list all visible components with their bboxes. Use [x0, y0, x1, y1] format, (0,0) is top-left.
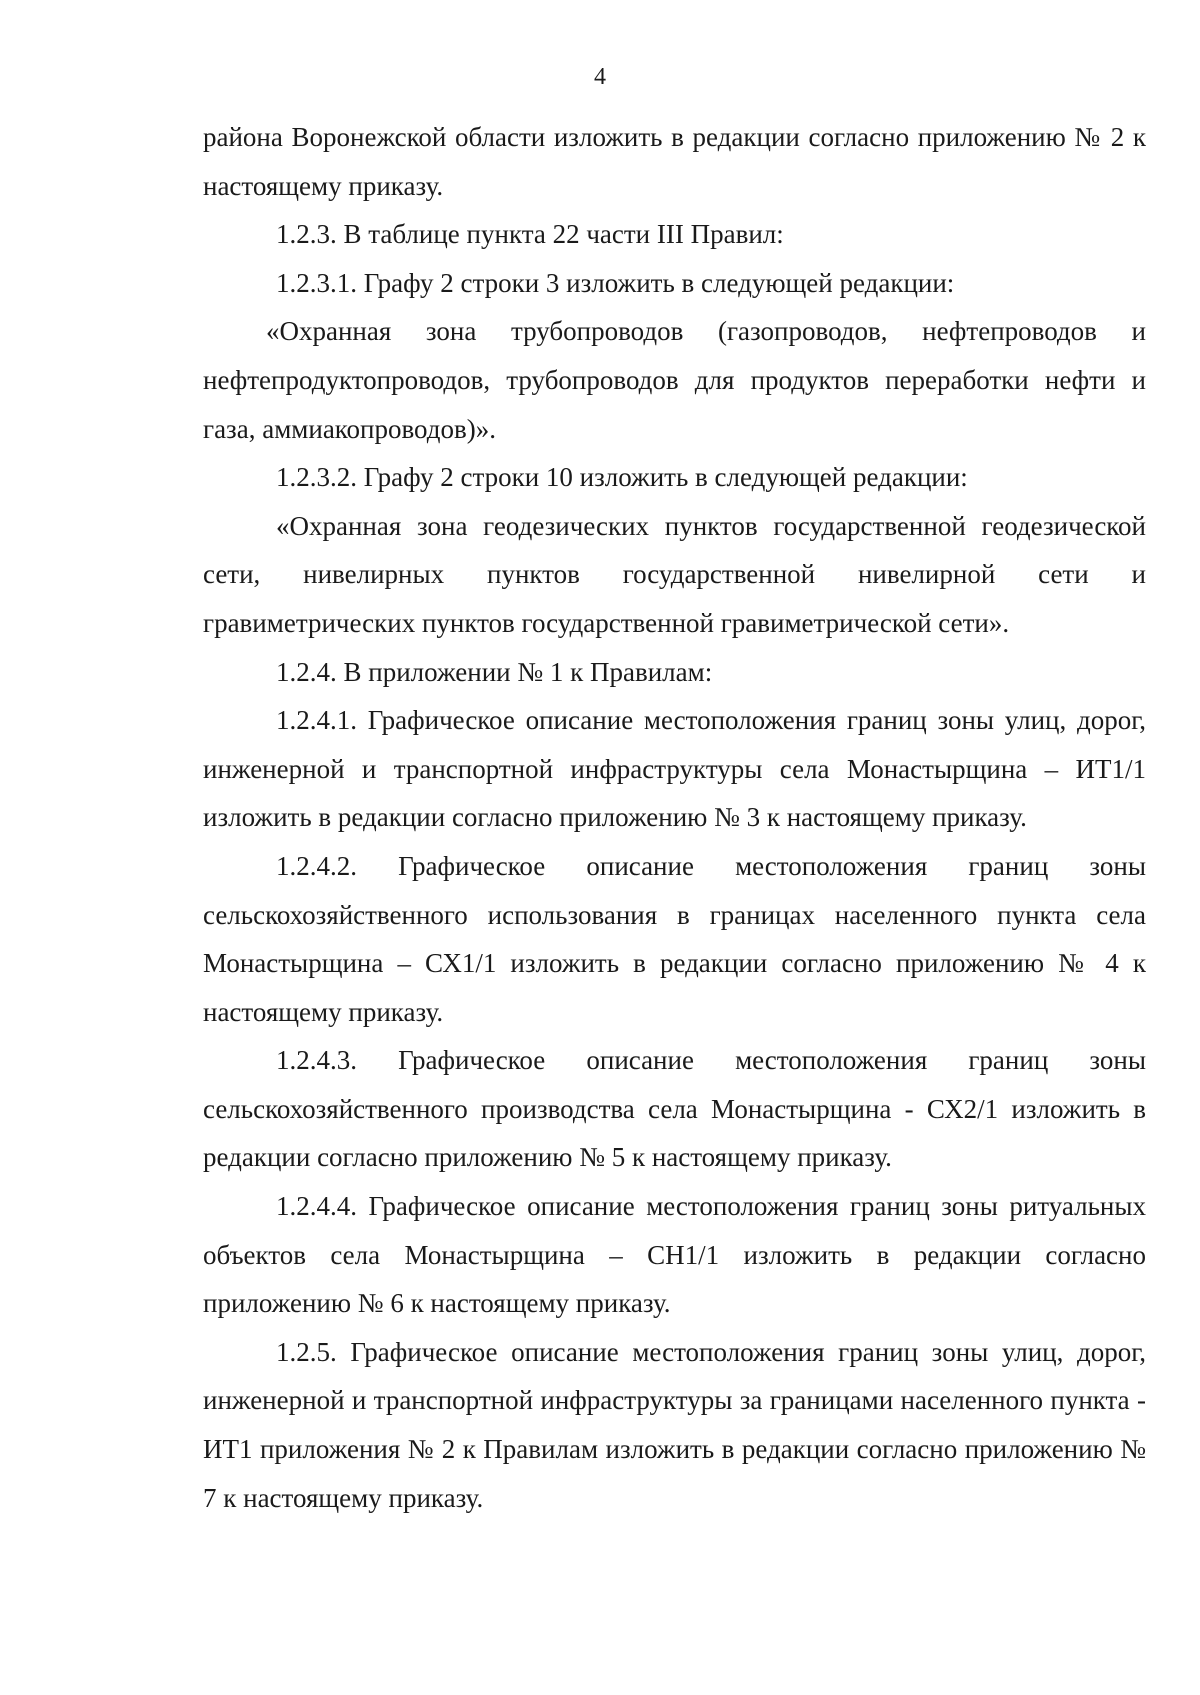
paragraph-1-2-4-4: 1.2.4.4. Графическое описание местоположения границ зоны ритуальных объектов села Монастырщина – СН1/1 изложить в редакции согласно приложению № 6 к настоящему приказу. — [203, 1191, 1146, 1319]
quote-pipeline-zone: «Охранная зона трубопроводов (газопроводов, нефтепроводов и нефтепродуктопроводов, трубопроводов для продуктов переработки нефти и газа, аммиакопроводов)». — [203, 316, 1146, 444]
paragraph-1-2-4-2: 1.2.4.2. Графическое описание местоположения границ зоны сельскохозяйственного использования в границах населенного пункта села Монастырщина – СХ1/1 изложить в редакции согласно приложению № 4 к настоящему приказу. — [203, 850, 1146, 1027]
paragraph-1-2-4-3: 1.2.4.3. Графическое описание местоположения границ зоны сельскохозяйственного производства села Монастырщина - СХ2/1 изложить в редакции согласно приложению № 5 к настоящему приказу. — [203, 1045, 1146, 1173]
quote-geodetic-zone: «Охранная зона геодезических пунктов государственной геодезической сети, нивелирных пунктов государственной нивелирной сети и гравиметрических пунктов государственной гравиметрической сети». — [203, 510, 1146, 638]
paragraph-1-2-3: 1.2.3. В таблице пункта 22 части III Правил: — [276, 219, 784, 250]
paragraph-1-2-3-2: 1.2.3.2. Графу 2 строки 10 изложить в следующей редакции: — [276, 462, 968, 493]
page-number: 4 — [594, 64, 606, 90]
paragraph-1-2-4: 1.2.4. В приложении № 1 к Правилам: — [276, 656, 713, 687]
paragraph-1-2-3-1: 1.2.3.1. Графу 2 строки 3 изложить в следующей редакции: — [276, 267, 955, 298]
paragraph-1-2-4-1: 1.2.4.1. Графическое описание местоположения границ зоны улиц, дорог, инженерной и транспортной инфраструктуры села Монастырщина – ИТ1/1 изложить в редакции согласно приложению № 3 к настоящему приказу. — [203, 705, 1146, 833]
paragraph-1-2-5: 1.2.5. Графическое описание местоположения границ зоны улиц, дорог, инженерной и транспортной инфраструктуры за границами населенного пункта - ИТ1 приложения № 2 к Правилам изложить в редакции согласно приложению № 7 к настоящему приказу. — [203, 1336, 1146, 1513]
document-body — [203, 113, 1146, 1522]
paragraph-continuation: района Воронежской области изложить в редакции согласно приложению № 2 к настоящему приказу. — [203, 122, 1146, 201]
